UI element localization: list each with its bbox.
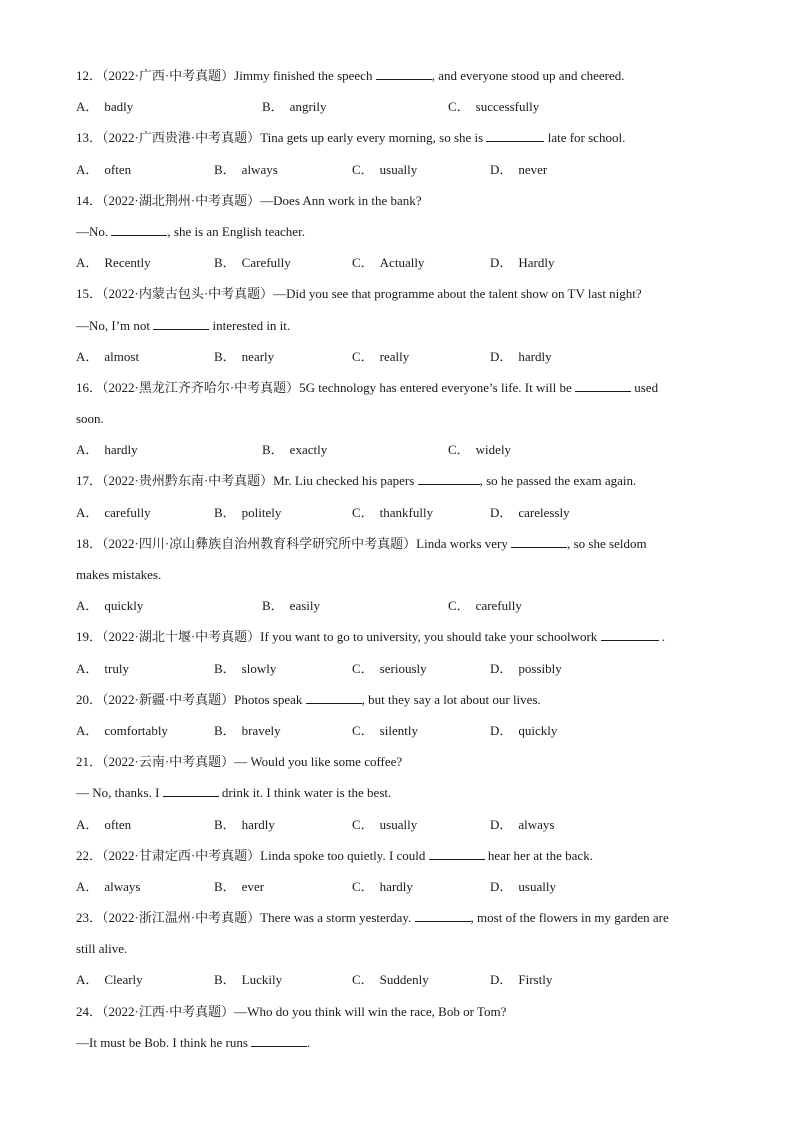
option-b [262, 596, 448, 627]
option-a [76, 877, 214, 908]
option-c [352, 659, 490, 690]
question-stem [76, 846, 716, 877]
option-letter: C． [448, 99, 470, 115]
option-text: quickly [518, 722, 558, 738]
option-text: usually [518, 878, 556, 894]
option-letter: A． [76, 598, 99, 614]
continuation-text: interested in it. [209, 317, 291, 333]
stem-text: Photos speak [234, 691, 306, 707]
question-q18 [76, 534, 716, 628]
option-letter: D． [490, 660, 513, 676]
option-c [352, 503, 490, 534]
option-letter: B． [214, 504, 236, 520]
option-text: Luckily [241, 972, 283, 988]
option-letter: A． [76, 878, 99, 894]
answer-options [76, 721, 716, 752]
option-b [262, 440, 448, 471]
option-text: politely [241, 504, 282, 520]
option-letter: A． [76, 722, 99, 738]
stem-text: hear her at the back. [484, 847, 593, 863]
answer-options [76, 815, 716, 846]
option-c [448, 97, 634, 128]
option-letter: A． [76, 442, 99, 458]
option-a [76, 721, 214, 752]
question-stem [76, 534, 716, 565]
question-header: 16．（2022·黑龙江齐齐哈尔·中考真题） [76, 379, 300, 395]
continuation-text: — No, thanks. I [76, 785, 163, 801]
stem-text: late for school. [544, 130, 626, 146]
option-letter: C． [352, 972, 374, 988]
continuation-text: makes mistakes. [76, 567, 162, 582]
question-continuation [76, 939, 716, 970]
answer-blank [111, 222, 167, 236]
option-letter: B． [214, 816, 236, 832]
option-a [76, 659, 214, 690]
stem-text: If you want to go to university, you should take your schoolwork [260, 629, 601, 645]
option-text: often [104, 816, 132, 832]
answer-blank [429, 846, 485, 860]
option-letter: B． [262, 99, 284, 115]
stem-text: , so he passed the exam again. [479, 473, 637, 489]
option-b [214, 721, 352, 752]
option-text: always [518, 816, 555, 832]
option-a [76, 970, 214, 1001]
question-q20 [76, 690, 716, 752]
answer-blank [486, 128, 544, 142]
question-header: 14．（2022·湖北荆州·中考真题） [76, 192, 261, 208]
question-stem [76, 191, 716, 222]
answer-blank [376, 66, 432, 80]
option-text: Clearly [104, 972, 143, 988]
option-c [352, 347, 490, 378]
question-header: 23．（2022·浙江温州·中考真题） [76, 910, 261, 926]
option-d [490, 253, 628, 284]
question-stem [76, 627, 716, 658]
option-text: Actually [379, 255, 425, 271]
option-letter: C． [448, 442, 470, 458]
question-header: 15．（2022·内蒙古包头·中考真题） [76, 286, 274, 302]
question-header: 13．（2022·广西贵港·中考真题） [76, 130, 261, 146]
option-letter: A． [76, 972, 99, 988]
option-letter: D． [490, 972, 513, 988]
option-letter: C． [352, 348, 374, 364]
question-q23 [76, 908, 716, 1002]
option-a [76, 503, 214, 534]
option-text: Carefully [241, 255, 291, 271]
stem-text: Linda spoke too quietly. I could [260, 847, 429, 863]
option-letter: D． [490, 878, 513, 894]
question-stem [76, 284, 716, 315]
option-letter: A． [76, 816, 99, 832]
option-text: always [241, 161, 278, 177]
question-header: 24．（2022·江西·中考真题） [76, 1003, 235, 1019]
option-letter: C． [352, 816, 374, 832]
question-header: 22．（2022·甘肃定西·中考真题） [76, 847, 261, 863]
option-text: angrily [289, 99, 327, 115]
option-b [214, 970, 352, 1001]
option-text: always [104, 878, 141, 894]
option-text: easily [289, 598, 320, 614]
continuation-text: —No, I’m not [76, 317, 154, 333]
answer-blank [415, 908, 471, 922]
option-letter: D． [490, 816, 513, 832]
option-c [352, 970, 490, 1001]
option-text: silently [379, 722, 418, 738]
answer-options [76, 596, 716, 627]
option-text: truly [104, 660, 129, 676]
question-q22 [76, 846, 716, 908]
option-d [490, 877, 628, 908]
question-q24 [76, 1002, 716, 1064]
option-b [214, 503, 352, 534]
question-continuation [76, 409, 716, 440]
option-letter: B． [214, 722, 236, 738]
option-text: badly [104, 99, 134, 115]
option-letter: B． [262, 598, 284, 614]
question-continuation [76, 1033, 716, 1064]
stem-text: , so she seldom [567, 535, 647, 551]
option-letter: C． [352, 660, 374, 676]
option-b [214, 815, 352, 846]
option-c [448, 440, 634, 471]
option-text: carefully [475, 598, 522, 614]
option-letter: C． [352, 161, 374, 177]
answer-options [76, 97, 716, 128]
option-b [214, 877, 352, 908]
option-text: hardly [104, 442, 138, 458]
answer-blank [511, 534, 567, 548]
answer-options [76, 970, 716, 1001]
answer-options [76, 877, 716, 908]
option-c [352, 877, 490, 908]
stem-text: 5G technology has entered everyone’s life. It will be [299, 379, 575, 395]
continuation-text: drink it. I think water is the best. [218, 785, 392, 801]
option-letter: B． [214, 660, 236, 676]
question-q15 [76, 284, 716, 378]
question-q17 [76, 471, 716, 533]
question-stem [76, 128, 716, 159]
stem-text: Linda works very [416, 535, 512, 551]
question-header: 21．（2022·云南·中考真题） [76, 754, 235, 770]
answer-options [76, 659, 716, 690]
continuation-text: —It must be Bob. I think he runs [76, 1034, 252, 1050]
option-letter: A． [76, 255, 99, 271]
option-a [76, 440, 262, 471]
option-text: thankfully [379, 504, 434, 520]
option-d [490, 970, 628, 1001]
stem-text: , and everyone stood up and cheered. [431, 68, 625, 83]
question-stem [76, 378, 716, 409]
stem-text: Jimmy finished the speech [234, 68, 376, 83]
answer-blank [575, 378, 631, 392]
answer-options [76, 160, 716, 191]
stem-text: —Who do you think will win the race, Bob or Tom? [234, 1003, 507, 1019]
option-letter: C． [352, 504, 374, 520]
option-letter: A． [76, 504, 99, 520]
option-letter: D． [490, 161, 513, 177]
option-letter: B． [214, 972, 236, 988]
option-d [490, 160, 628, 191]
continuation-text: soon. [76, 411, 104, 427]
option-text: ever [241, 878, 265, 894]
option-c [352, 253, 490, 284]
option-text: Recently [104, 255, 151, 271]
answer-options [76, 503, 716, 534]
option-text: carelessly [518, 504, 570, 520]
option-text: usually [379, 816, 418, 832]
option-c [448, 596, 634, 627]
option-text: quickly [104, 598, 144, 614]
question-stem [76, 908, 716, 939]
option-text: hardly [379, 878, 413, 894]
stem-text: Tina gets up early every morning, so she is [260, 130, 487, 146]
question-q19 [76, 627, 716, 689]
option-letter: D． [490, 722, 513, 738]
option-d [490, 659, 628, 690]
option-text: bravely [241, 722, 281, 738]
answer-options [76, 347, 716, 378]
option-text: exactly [289, 442, 328, 458]
option-text: carefully [104, 504, 151, 520]
option-letter: B． [214, 878, 236, 894]
answer-options [76, 253, 716, 284]
option-c [352, 160, 490, 191]
option-d [490, 721, 628, 752]
question-header: 20．（2022·新疆·中考真题） [76, 691, 235, 707]
question-stem [76, 66, 716, 97]
stem-text: — Would you like some coffee? [234, 754, 403, 770]
continuation-text: still alive. [76, 941, 128, 957]
option-text: almost [104, 348, 140, 364]
stem-text: Mr. Liu checked his papers [273, 473, 418, 489]
option-text: often [104, 161, 132, 177]
question-continuation [76, 565, 716, 596]
stem-text: , most of the flowers in my garden are [470, 910, 669, 926]
option-letter: C． [352, 722, 374, 738]
option-text: really [379, 348, 410, 364]
question-header: 19．（2022·湖北十堰·中考真题） [76, 629, 261, 645]
stem-text: There was a storm yesterday. [260, 910, 415, 926]
option-text: widely [475, 442, 512, 458]
question-q21 [76, 752, 716, 846]
stem-text: —Does Ann work in the bank? [260, 192, 422, 208]
question-q12 [76, 66, 716, 128]
question-q13 [76, 128, 716, 190]
option-letter: D． [490, 348, 513, 364]
question-q14 [76, 191, 716, 285]
option-text: Hardly [518, 255, 555, 271]
option-c [352, 815, 490, 846]
question-stem [76, 690, 716, 721]
option-letter: B． [214, 348, 236, 364]
option-letter: A． [76, 161, 99, 177]
answer-blank [153, 316, 209, 330]
option-letter: A． [76, 99, 99, 115]
option-c [352, 721, 490, 752]
answer-blank [418, 471, 480, 485]
option-a [76, 253, 214, 284]
option-letter: A． [76, 348, 99, 364]
answer-blank [251, 1033, 307, 1047]
stem-text: —Did you see that programme about the talent show on TV last night? [273, 286, 642, 302]
option-letter: B． [214, 161, 236, 177]
option-text: comfortably [104, 722, 168, 738]
answer-blank [163, 783, 219, 797]
option-letter: C． [352, 878, 374, 894]
continuation-text: , she is an English teacher. [167, 223, 305, 239]
option-text: nearly [241, 348, 275, 364]
option-text: hardly [518, 348, 552, 364]
option-letter: A． [76, 660, 99, 676]
answer-options [76, 440, 716, 471]
option-text: never [518, 161, 548, 177]
question-stem [76, 471, 716, 502]
option-text: Suddenly [379, 972, 429, 988]
answer-blank [306, 690, 362, 704]
option-letter: D． [490, 504, 513, 520]
stem-text: used [630, 379, 659, 395]
question-continuation [76, 316, 716, 347]
question-list [76, 66, 716, 1064]
option-a [76, 596, 262, 627]
option-letter: D． [490, 255, 513, 271]
option-a [76, 347, 214, 378]
question-stem [76, 752, 716, 783]
option-text: slowly [241, 660, 277, 676]
option-a [76, 160, 214, 191]
question-header: 18．（2022·四川·凉山彝族自治州教育科学研究所中考真题） [76, 535, 417, 551]
option-letter: C． [448, 598, 470, 614]
option-letter: C． [352, 255, 374, 271]
option-letter: B． [262, 442, 284, 458]
option-letter: B． [214, 255, 236, 271]
answer-blank [601, 627, 659, 641]
question-continuation [76, 783, 716, 814]
option-a [76, 815, 214, 846]
question-header: 17．（2022·贵州黔东南·中考真题） [76, 473, 274, 489]
question-continuation [76, 222, 716, 253]
option-b [262, 97, 448, 128]
option-text: seriously [379, 660, 427, 676]
question-header: 12．（2022·广西·中考真题） [76, 68, 235, 83]
option-a [76, 97, 262, 128]
option-d [490, 503, 628, 534]
option-text: successfully [475, 99, 540, 115]
option-text: Firstly [518, 972, 553, 988]
option-text: hardly [241, 816, 275, 832]
option-b [214, 253, 352, 284]
stem-text: , but they say a lot about our lives. [361, 691, 541, 707]
stem-text: . [658, 629, 666, 645]
option-b [214, 160, 352, 191]
option-b [214, 659, 352, 690]
option-text: possibly [518, 660, 562, 676]
question-stem [76, 1002, 716, 1033]
option-b [214, 347, 352, 378]
continuation-text: . [307, 1034, 311, 1050]
option-d [490, 815, 628, 846]
continuation-text: —No. [76, 223, 112, 239]
option-d [490, 347, 628, 378]
question-q16 [76, 378, 716, 472]
option-text: usually [379, 161, 418, 177]
